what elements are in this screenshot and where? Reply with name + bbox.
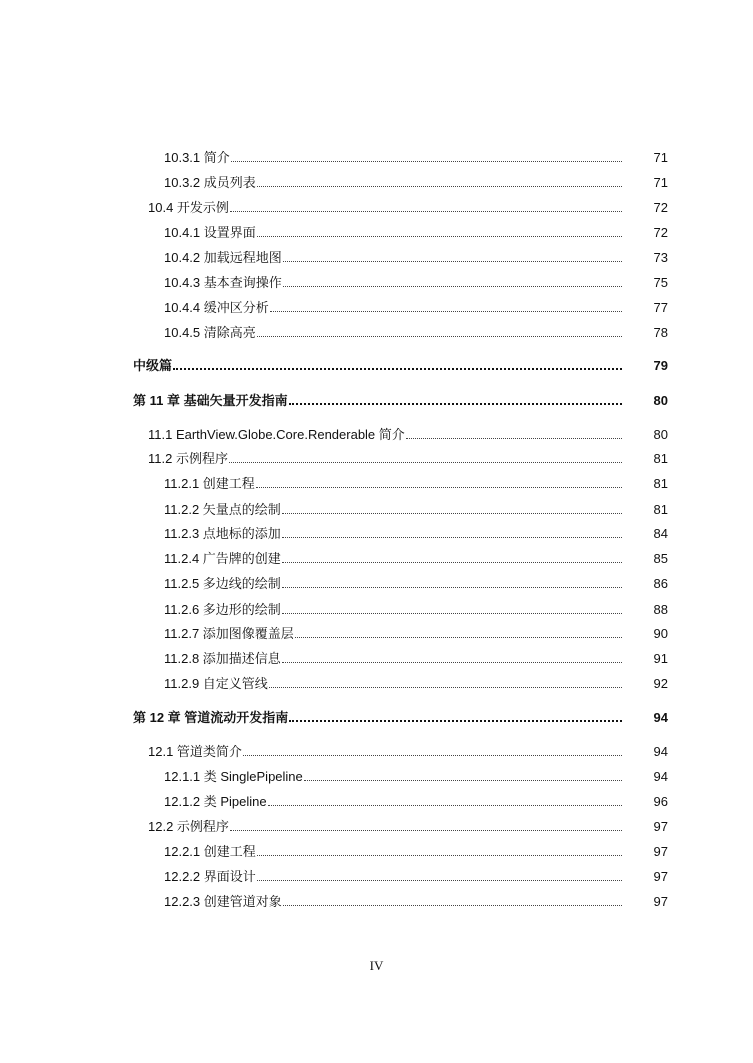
toc-dot-leader (289, 716, 622, 722)
toc-dot-leader (282, 609, 622, 614)
toc-entry[interactable] (133, 388, 668, 408)
toc-dot-leader (283, 257, 622, 262)
toc-entry-title: 12.1.2 类 Pipeline (164, 794, 267, 809)
toc-entry-title: 10.4.5 清除高亮 (164, 325, 256, 340)
toc-entry-title: 11.2.1 创建工程 (164, 476, 255, 491)
toc-entry-title: 12.2.1 创建工程 (164, 844, 256, 859)
toc-dot-leader (283, 901, 622, 906)
toc-entry-title: 12.1 管道类简介 (148, 744, 242, 759)
toc-entry[interactable] (164, 471, 668, 491)
toc-entry-title: 10.4.4 缓冲区分析 (164, 300, 269, 315)
toc-entry[interactable] (164, 170, 668, 190)
toc-entry-page: 71 (653, 150, 668, 165)
toc-entry-title: 12.2 示例程序 (148, 819, 229, 834)
toc-entry[interactable] (133, 705, 668, 725)
toc-dot-leader (231, 157, 622, 162)
toc-entry[interactable] (164, 245, 668, 265)
toc-entry-page: 88 (653, 602, 668, 617)
toc-entry-title: 11.2 示例程序 (148, 451, 228, 466)
toc-entry-page: 97 (653, 894, 668, 909)
toc-dot-leader (282, 509, 622, 514)
toc-entry-title: 11.2.3 点地标的添加 (164, 526, 281, 541)
toc-dot-leader (282, 558, 622, 563)
toc-entry-title: 11.2.7 添加图像覆盖层 (164, 626, 294, 641)
toc-entry[interactable] (148, 446, 668, 466)
page-footer-number: IV (369, 958, 384, 973)
toc-entry[interactable] (164, 521, 668, 541)
toc-entry[interactable] (164, 546, 668, 566)
toc-entry[interactable] (164, 597, 668, 617)
toc-entry-page: 94 (653, 710, 668, 725)
toc-entry-page: 96 (653, 794, 668, 809)
toc-dot-leader (269, 683, 622, 688)
toc-entry-page: 97 (653, 869, 668, 884)
toc-entry-page: 97 (653, 844, 668, 859)
toc-entry-title: 11.2.9 自定义管线 (164, 676, 268, 691)
toc-entry-title: 10.4.3 基本查询操作 (164, 275, 282, 290)
toc-entry-page: 71 (653, 175, 668, 190)
toc-entry-title: 12.2.3 创建管道对象 (164, 894, 282, 909)
toc-entry[interactable] (164, 320, 668, 340)
toc-entry-title: 10.4.2 加载远程地图 (164, 250, 282, 265)
toc-dot-leader (257, 876, 622, 881)
toc-entry-title: 中级篇 (133, 358, 173, 373)
toc-entry-title: 11.2.2 矢量点的绘制 (164, 502, 281, 517)
toc-entry[interactable] (164, 646, 668, 666)
toc-dot-leader (282, 583, 622, 588)
toc-entry[interactable] (164, 571, 668, 591)
toc-entry-page: 72 (653, 225, 668, 240)
toc-entry-page: 77 (653, 300, 668, 315)
toc-entry[interactable] (164, 864, 668, 884)
toc-entry-page: 79 (653, 358, 668, 373)
toc-entry[interactable] (164, 671, 668, 691)
toc-entry-page: 92 (653, 676, 668, 691)
toc-entry-page: 72 (653, 200, 668, 215)
toc-dot-leader (283, 282, 622, 287)
toc-entry-page: 80 (653, 393, 668, 408)
toc-dot-leader (282, 658, 622, 663)
toc-entry-page: 94 (653, 744, 668, 759)
toc-entry[interactable] (164, 621, 668, 641)
toc-entry-title: 11.2.4 广告牌的创建 (164, 551, 281, 566)
toc-entry-page: 94 (653, 769, 668, 784)
toc-dot-leader (230, 207, 622, 212)
toc-entry-title: 11.1 EarthView.Globe.Core.Renderable 简介 (148, 427, 405, 442)
toc-entry[interactable] (148, 739, 668, 759)
toc-entry-title: 11.2.8 添加描述信息 (164, 651, 281, 666)
toc-dot-leader (229, 458, 622, 463)
toc-entry-title: 第 12 章 管道流动开发指南 (133, 710, 289, 725)
toc-entry-page: 90 (653, 626, 668, 641)
toc-entry[interactable] (164, 764, 668, 784)
toc-dot-leader (406, 434, 622, 439)
toc-entry-page: 73 (653, 250, 668, 265)
toc-entry-title: 11.2.6 多边形的绘制 (164, 602, 281, 617)
toc-entry[interactable] (164, 220, 668, 240)
toc-dot-leader (304, 776, 622, 781)
toc-entry[interactable] (164, 497, 668, 517)
toc-dot-leader (289, 399, 622, 405)
toc-entry[interactable] (164, 889, 668, 909)
toc-entry-page: 86 (653, 576, 668, 591)
toc-entry[interactable] (148, 422, 668, 442)
toc-entry[interactable] (164, 145, 668, 165)
toc-entry[interactable] (164, 270, 668, 290)
toc-dot-leader (230, 826, 622, 831)
toc-entry-title: 10.3.2 成员列表 (164, 175, 256, 190)
toc-entry-page: 78 (653, 325, 668, 340)
toc-entry-title: 10.4.1 设置界面 (164, 225, 256, 240)
toc-entry-title: 12.1.1 类 SinglePipeline (164, 769, 303, 784)
toc-entry[interactable] (164, 295, 668, 315)
toc-dot-leader (282, 533, 622, 538)
toc-dot-leader (256, 483, 622, 488)
toc-entry-page: 81 (653, 502, 668, 517)
toc-entry-title: 12.2.2 界面设计 (164, 869, 256, 884)
toc-dot-leader (295, 633, 622, 638)
toc-dot-leader (270, 307, 622, 312)
toc-entry-page: 81 (653, 451, 668, 466)
toc-entry-page: 75 (653, 275, 668, 290)
toc-dot-leader (257, 182, 622, 187)
toc-entry[interactable] (164, 789, 668, 809)
toc-entry-title: 11.2.5 多边线的绘制 (164, 576, 281, 591)
toc-dot-leader (243, 751, 622, 756)
toc-entry-page: 97 (653, 819, 668, 834)
toc-entry-title: 第 11 章 基础矢量开发指南 (133, 393, 288, 408)
toc-entry-title: 10.4 开发示例 (148, 200, 229, 215)
toc-entry[interactable] (148, 195, 668, 215)
toc-dot-leader (257, 851, 622, 856)
toc-entry-title: 10.3.1 简介 (164, 150, 230, 165)
toc-entry[interactable] (148, 814, 668, 834)
toc-entry-page: 85 (653, 551, 668, 566)
toc-entry-page: 80 (653, 427, 668, 442)
toc-entry-page: 81 (653, 476, 668, 491)
toc-dot-leader (257, 332, 622, 337)
toc-dot-leader (173, 364, 622, 370)
toc-dot-leader (268, 801, 622, 806)
toc-entry-page: 91 (653, 651, 668, 666)
toc-dot-leader (257, 232, 622, 237)
toc-entry[interactable] (133, 353, 668, 373)
toc-entry-page: 84 (653, 526, 668, 541)
toc-entry[interactable] (164, 839, 668, 859)
